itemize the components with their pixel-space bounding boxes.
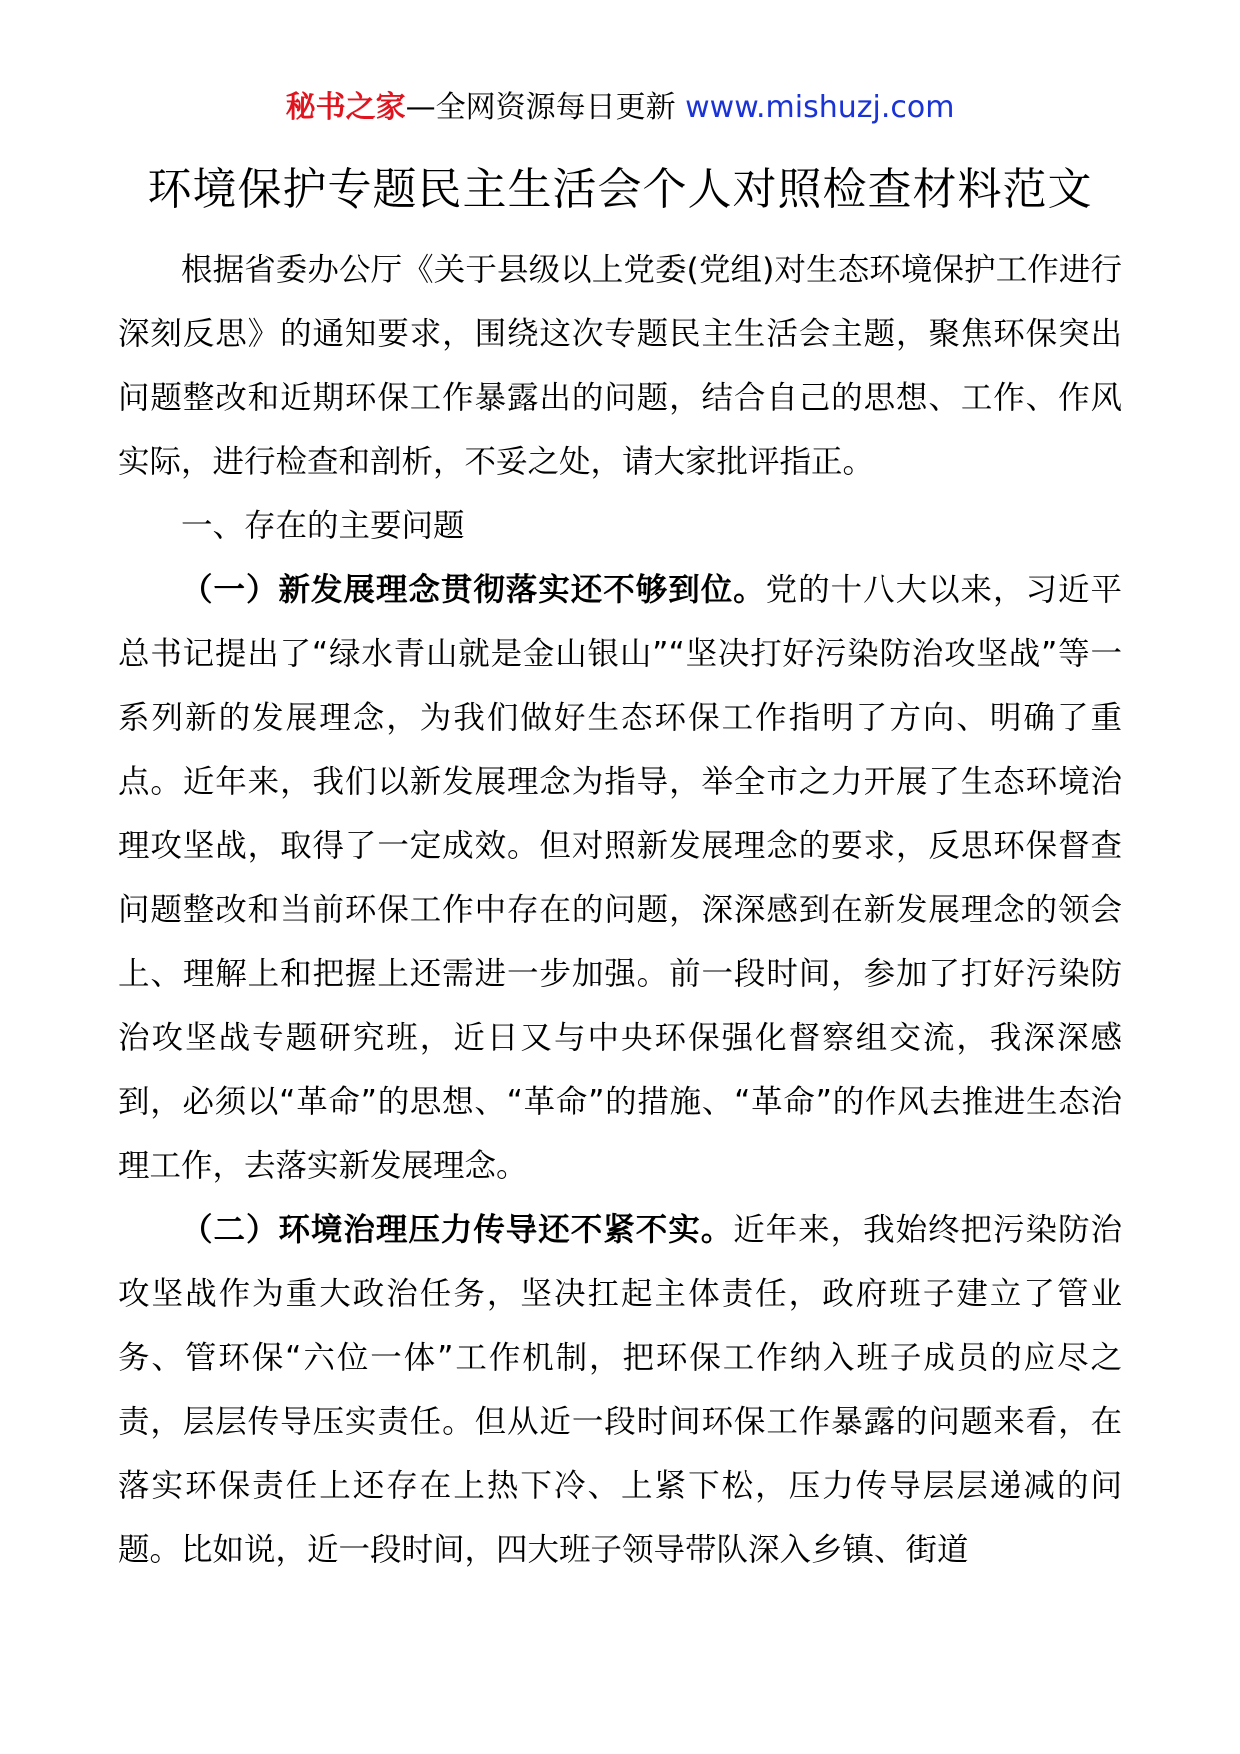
item-1-text: 党的十八大以来，习近平总书记提出了“绿水青山就是金山银山”“坚决打好污染防治攻坚战”等一系列新的发展理念，为我们做好生态环保工作指明了方向、明确了重点。近年来，我们以新发展理念为指导，举全市之力开展了生态环境治理攻坚战，取得了一定成效。但对照新发展理念的要求，反思环保督查问题整改和当前环保工作中存在的问题，深深感到在新发展理念的领会上、理解上和把握上还需进一步加强。前一段时间，参加了打好污染防治攻坚战专题研究班，近日又与中央环保强化督察组交流，我深深感到，必须以“革命”的思想、“革命”的措施、“革命”的作风去推进生态治理工作，去落实新发展理念。 <box>118 572 1122 1184</box>
brand-name: 秘书之家 <box>285 90 406 125</box>
item-1-lead: （一）新发展理念贯彻落实还不够到位。 <box>181 572 766 608</box>
document-title: 环境保护专题民主生活会个人对照检查材料范文 <box>147 164 1093 215</box>
site-url-link[interactable]: www.mishuzj.com <box>685 90 955 125</box>
page-header <box>0 88 1240 128</box>
item-2-text: 近年来，我始终把污染防治攻坚战作为重大政治任务，坚决扛起主体责任，政府班子建立了管业务、管环保“六位一体”工作机制，把环保工作纳入班子成员的应尽之责，层层传导压实责任。但从近一段时间环保工作暴露的问题来看，在落实环保责任上还存在上热下冷、上紧下松，压力传导层层递减的问题。比如说，近一段时间，四大班子领导带队深入乡镇、街道 <box>118 1212 1122 1568</box>
item-2-lead: （二）环境治理压力传导还不紧不实。 <box>181 1212 734 1248</box>
item-1-paragraph <box>118 558 1122 1198</box>
header-tagline: —全网资源每日更新 <box>405 90 676 125</box>
document-body <box>118 238 1122 1582</box>
item-2-paragraph <box>118 1198 1122 1582</box>
intro-paragraph: 根据省委办公厅《关于县级以上党委(党组)对生态环境保护工作进行深刻反思》的通知要求，围绕这次专题民主生活会主题，聚焦环保突出问题整改和近期环保工作暴露出的问题，结合自己的思想、工作、作风实际，进行检查和剖析，不妥之处，请大家批评指正。 <box>118 252 1122 480</box>
section-heading: 一、存在的主要问题 <box>181 508 465 544</box>
